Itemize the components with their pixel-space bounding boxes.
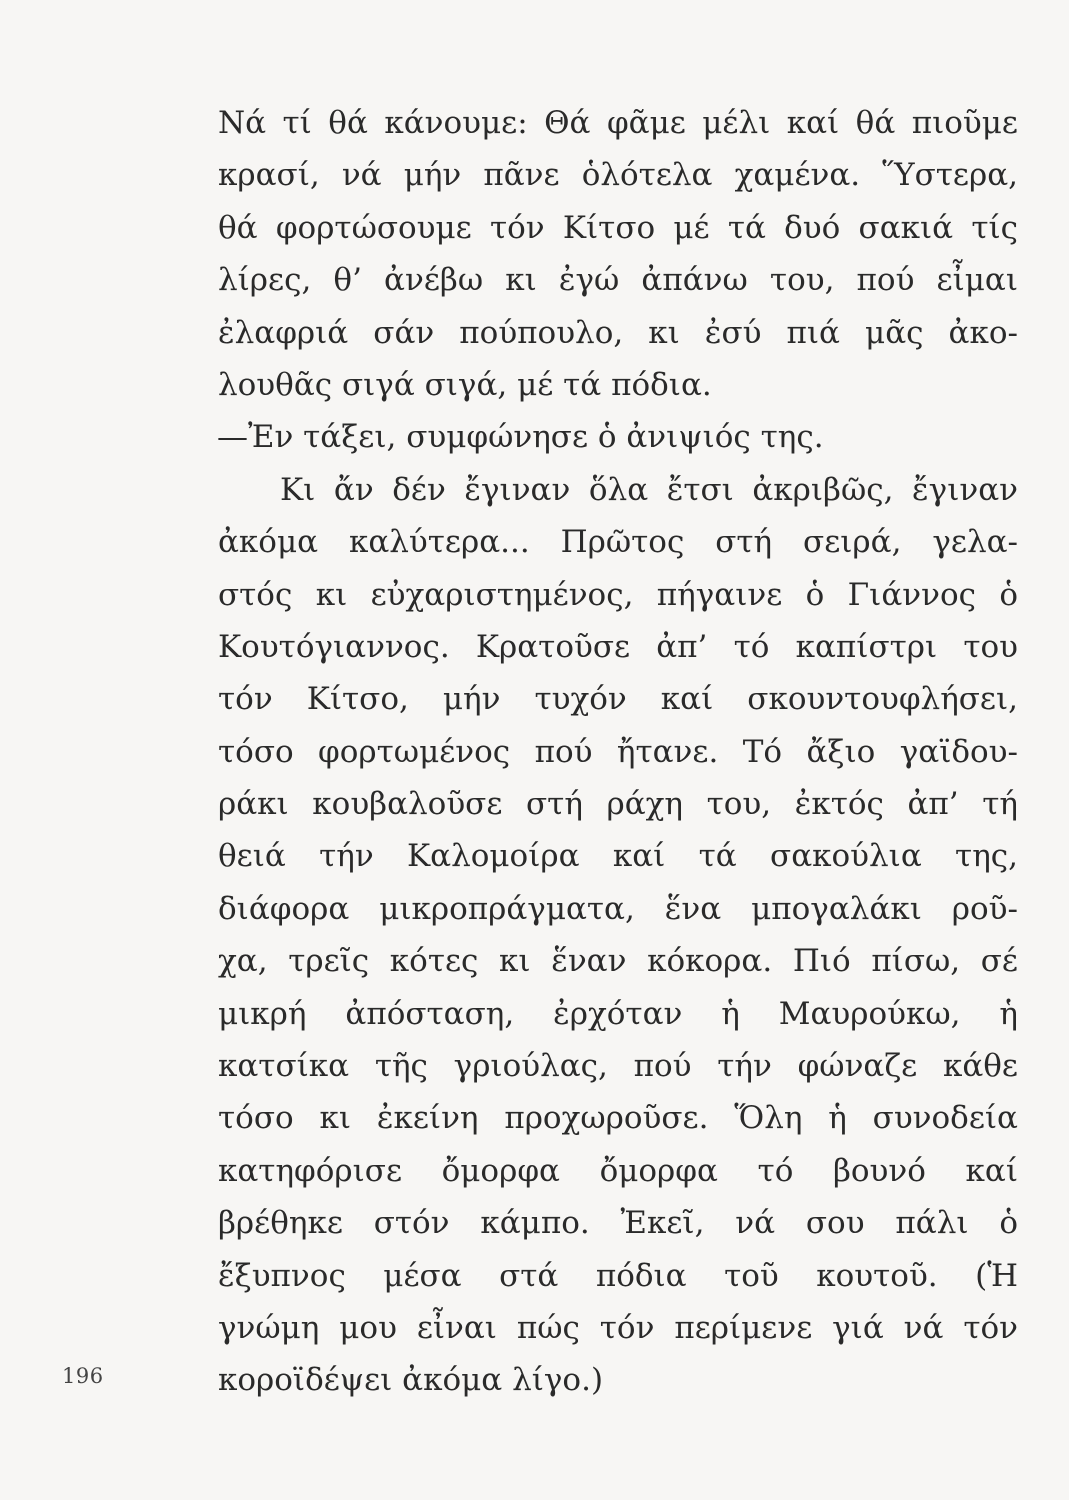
- text-line: τόσο φορτωμένος πού ἤτανε. Τό ἄξιο γαϊδου-: [218, 733, 1018, 770]
- text-line: κοροϊδέψει ἀκόμα λίγο.): [218, 1362, 604, 1399]
- text-line: —Ἐν τάξει, συμφώνησε ὁ ἀνιψιός της.: [217, 419, 824, 456]
- text-line: ἐλαφριά σάν πούπουλο, κι ἐσύ πιά μᾶς ἀκο-: [218, 314, 1018, 351]
- text-line: μικρή ἀπόσταση, ἐρχόταν ἡ Μαυρούκω, ἡ: [218, 995, 1018, 1032]
- text-line: χα, τρεῖς κότες κι ἕναν κόκορα. Πιό πίσω, σέ: [218, 943, 1018, 980]
- text-line: Κι ἄν δέν ἔγιναν ὅλα ἔτσι ἀκριβῶς, ἔγιναν: [280, 471, 1018, 508]
- text-line: διάφορα μικροπράγματα, ἕνα μπογαλάκι ροῦ-: [218, 890, 1018, 927]
- text-line: ράκι κουβαλοῦσε στή ράχη του, ἐκτός ἀπ’ τή: [218, 786, 1018, 823]
- text-line: λουθᾶς σιγά σιγά, μέ τά πόδια.: [218, 366, 712, 403]
- text-line: ἀκόμα καλύτερα... Πρῶτος στή σειρά, γελα-: [218, 524, 1018, 561]
- text-line: Κουτόγιαννος. Κρατοῦσε ἀπ’ τό καπίστρι του: [218, 628, 1018, 665]
- text-line: Νά τί θά κάνουμε: Θά φᾶμε μέλι καί θά πιοῦμε: [218, 105, 1018, 141]
- text-line: θά φορτώσουμε τόν Κίτσο μέ τά δυό σακιά τίς: [218, 209, 1018, 246]
- text-line: θειά τήν Καλομοίρα καί τά σακούλια της,: [218, 838, 1018, 875]
- text-line: βρέθηκε στόν κάμπο. Ἐκεῖ, νά σου πάλι ὁ: [218, 1205, 1018, 1242]
- text-line: λίρες, θ’ ἀνέβω κι ἐγώ ἀπάνω του, πού εἶμαι: [218, 262, 1018, 299]
- text-line: κατηφόρισε ὄμορφα ὄμορφα τό βουνό καί: [218, 1152, 1018, 1189]
- text-line: κατσίκα τῆς γριούλας, πού τήν φώναζε κάθε: [218, 1048, 1018, 1085]
- text-line: κρασί, νά μήν πᾶνε ὁλότελα χαμένα. Ὕστερα,: [218, 157, 1018, 194]
- text-line: τόσο κι ἐκείνη προχωροῦσε. Ὅλη ἡ συνοδεία: [218, 1100, 1018, 1137]
- text-line: γνώμη μου εἶναι πώς τόν περίμενε γιά νά τόν: [218, 1309, 1018, 1346]
- body-text: [218, 97, 1018, 1407]
- page-number: 196: [62, 1364, 104, 1388]
- text-line: ἔξυπνος μέσα στά πόδια τοῦ κουτοῦ. (Ἡ: [218, 1257, 1018, 1294]
- text-line: στός κι εὐχαριστημένος, πήγαινε ὁ Γιάννος ὁ: [218, 576, 1018, 613]
- text-line: τόν Κίτσο, μήν τυχόν καί σκουντουφλήσει,: [218, 681, 1018, 718]
